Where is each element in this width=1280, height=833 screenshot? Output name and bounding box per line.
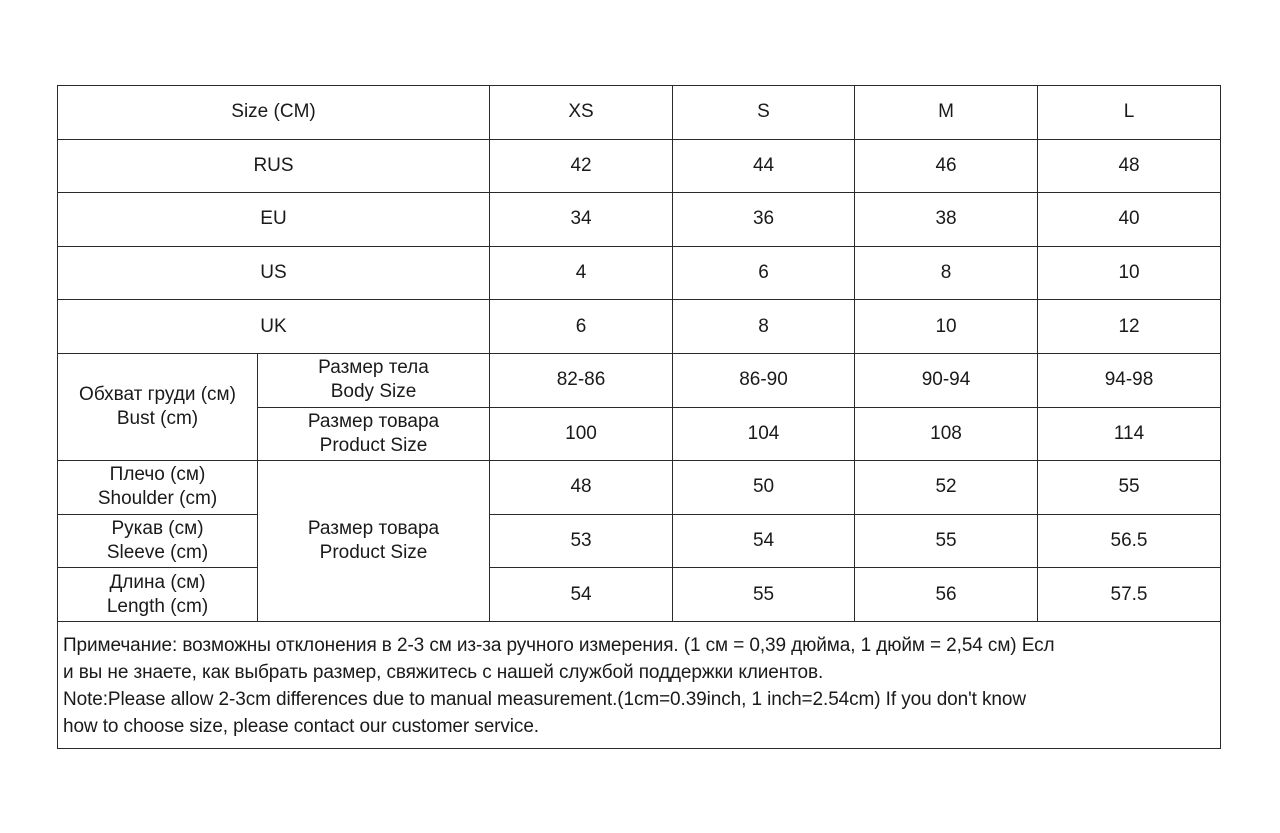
uk-s: 8 xyxy=(673,300,855,354)
length-s: 55 xyxy=(673,568,855,622)
bust-body-xs: 82-86 xyxy=(490,353,673,407)
product-size-group-label-en: Product Size xyxy=(319,542,428,564)
product-size-group-label xyxy=(258,461,490,622)
product-size-group-label-ru: Размер товара xyxy=(307,518,440,540)
uk-m: 10 xyxy=(855,300,1038,354)
body-size-label-ru: Размер тела xyxy=(318,357,429,379)
length-m: 56 xyxy=(855,568,1038,622)
shoulder-label-en: Shoulder (cm) xyxy=(97,488,218,510)
length-row xyxy=(58,568,1221,622)
bust-label-en: Bust (cm) xyxy=(116,408,199,430)
note-en-line-2: how to choose size, please contact our customer service. xyxy=(63,715,539,737)
rus-l: 48 xyxy=(1038,139,1221,193)
sleeve-l: 56.5 xyxy=(1038,514,1221,568)
us-xs: 4 xyxy=(490,246,673,300)
length-label-ru: Длина (см) xyxy=(109,571,206,593)
shoulder-l: 55 xyxy=(1038,461,1221,515)
us-l: 10 xyxy=(1038,246,1221,300)
eu-l: 40 xyxy=(1038,193,1221,247)
shoulder-s: 50 xyxy=(673,461,855,515)
shoulder-m: 52 xyxy=(855,461,1038,515)
header-row xyxy=(58,86,1221,140)
us-m: 8 xyxy=(855,246,1038,300)
size-header-label: Size (CM) xyxy=(58,86,490,140)
uk-xs: 6 xyxy=(490,300,673,354)
body-size-label-en: Body Size xyxy=(330,381,417,403)
shoulder-label xyxy=(58,461,258,515)
rus-row xyxy=(58,139,1221,193)
length-l: 57.5 xyxy=(1038,568,1221,622)
rus-label: RUS xyxy=(58,139,490,193)
measurement-note xyxy=(58,621,1221,748)
bust-product-s: 104 xyxy=(673,407,855,461)
shoulder-label-ru: Плечо (см) xyxy=(109,464,206,486)
eu-s: 36 xyxy=(673,193,855,247)
note-en-line-1: Note:Please allow 2-3cm differences due to manual measurement.(1cm=0.39inch, 1 inch=2.54cm) If you don't know xyxy=(63,688,1026,710)
bust-product-xs: 100 xyxy=(490,407,673,461)
us-label: US xyxy=(58,246,490,300)
note-ru-line-1: Примечание: возможны отклонения в 2-3 см из-за ручного измерения. (1 см = 0,39 дюйма, 1 дюйм = 2,54 см) Есл xyxy=(63,634,1055,656)
uk-label: UK xyxy=(58,300,490,354)
rus-m: 46 xyxy=(855,139,1038,193)
size-chart-table xyxy=(57,85,1221,749)
eu-row xyxy=(58,193,1221,247)
bust-body-m: 90-94 xyxy=(855,353,1038,407)
sleeve-label-en: Sleeve (cm) xyxy=(106,542,209,564)
bust-label-ru: Обхват груди (см) xyxy=(79,384,236,406)
eu-m: 38 xyxy=(855,193,1038,247)
shoulder-row xyxy=(58,461,1221,515)
sleeve-label xyxy=(58,514,258,568)
bust-product-size-label-en: Product Size xyxy=(319,434,428,456)
bust-product-size-label-ru: Размер товара xyxy=(307,410,440,432)
sleeve-m: 55 xyxy=(855,514,1038,568)
us-row xyxy=(58,246,1221,300)
sleeve-xs: 53 xyxy=(490,514,673,568)
uk-row xyxy=(58,300,1221,354)
sleeve-s: 54 xyxy=(673,514,855,568)
uk-l: 12 xyxy=(1038,300,1221,354)
sleeve-label-ru: Рукав (см) xyxy=(111,518,204,540)
bust-body-size-row xyxy=(58,353,1221,407)
note-row xyxy=(58,621,1221,748)
size-l-header: L xyxy=(1038,86,1221,140)
us-s: 6 xyxy=(673,246,855,300)
length-label-en: Length (cm) xyxy=(106,595,209,617)
length-label xyxy=(58,568,258,622)
sleeve-row xyxy=(58,514,1221,568)
body-size-label xyxy=(258,353,490,407)
bust-label xyxy=(58,353,258,460)
bust-product-size-label xyxy=(258,407,490,461)
size-s-header: S xyxy=(673,86,855,140)
bust-body-s: 86-90 xyxy=(673,353,855,407)
note-ru-line-2: и вы не знаете, как выбрать размер, свяжитесь с нашей службой поддержки клиентов. xyxy=(63,661,824,683)
length-xs: 54 xyxy=(490,568,673,622)
eu-xs: 34 xyxy=(490,193,673,247)
bust-product-l: 114 xyxy=(1038,407,1221,461)
size-m-header: M xyxy=(855,86,1038,140)
bust-product-m: 108 xyxy=(855,407,1038,461)
rus-s: 44 xyxy=(673,139,855,193)
rus-xs: 42 xyxy=(490,139,673,193)
shoulder-xs: 48 xyxy=(490,461,673,515)
eu-label: EU xyxy=(58,193,490,247)
bust-body-l: 94-98 xyxy=(1038,353,1221,407)
size-xs-header: XS xyxy=(490,86,673,140)
